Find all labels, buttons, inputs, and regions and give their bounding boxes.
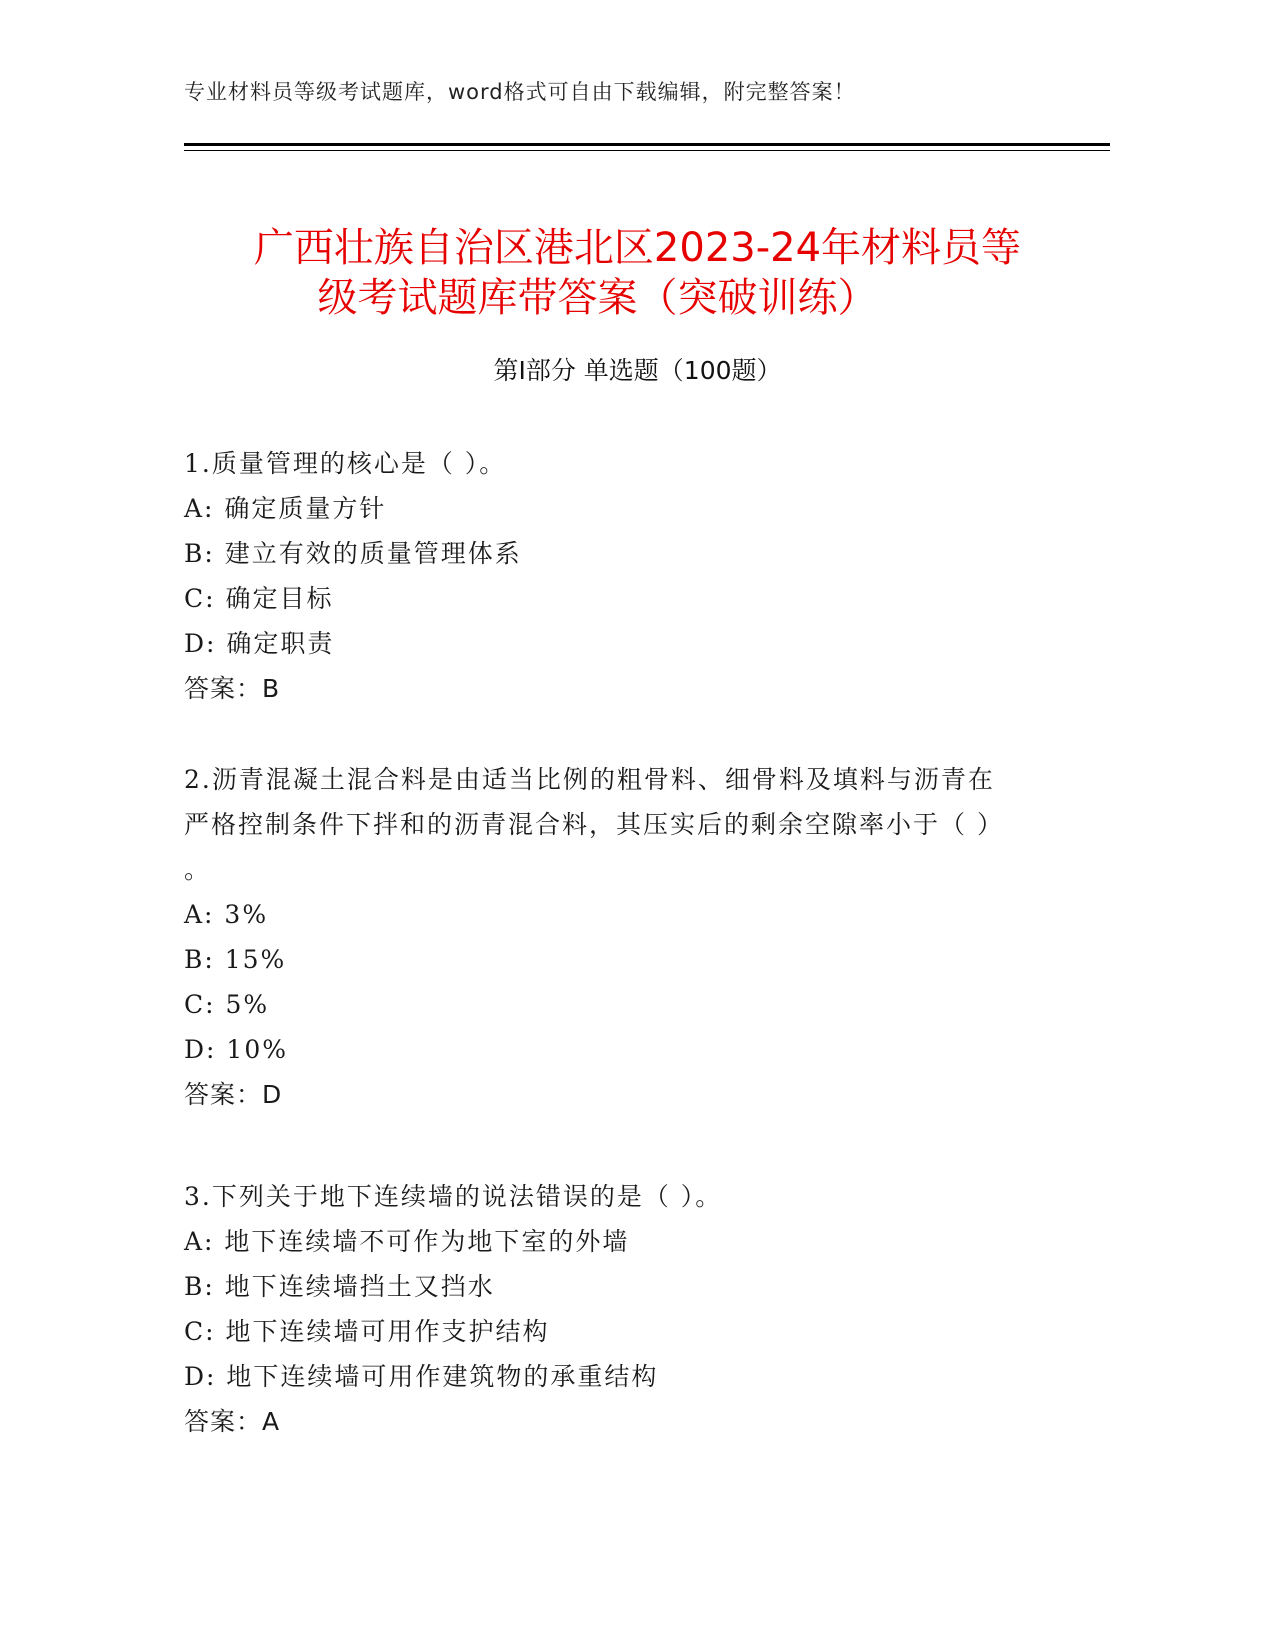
answer: 答案：D bbox=[184, 1080, 283, 1109]
question-1 bbox=[184, 441, 1064, 711]
answer: 答案：B bbox=[184, 674, 281, 703]
option-d: D: 10% bbox=[184, 1035, 288, 1064]
option-c: C: 地下连续墙可用作支护结构 bbox=[184, 1317, 550, 1346]
document-title bbox=[150, 223, 1125, 323]
title-line-1: 广西壮族自治区港北区2023-24年材料员等 bbox=[253, 224, 1022, 271]
header-note: 专业材料员等级考试题库，word格式可自由下载编辑，附完整答案！ bbox=[184, 80, 856, 104]
question-stem: 1.质量管理的核心是（ ）。 bbox=[184, 449, 507, 478]
option-b: B: 15% bbox=[184, 945, 287, 974]
question-stem-line-1: 2.沥青混凝土混合料是由适当比例的粗骨料、细骨料及填料与沥青在 bbox=[184, 765, 995, 794]
question-2 bbox=[184, 757, 1064, 1117]
option-c: C: 5% bbox=[184, 990, 270, 1019]
answer: 答案：A bbox=[184, 1407, 281, 1436]
option-c: C: 确定目标 bbox=[184, 584, 334, 613]
option-b: B: 建立有效的质量管理体系 bbox=[184, 539, 522, 568]
option-d: D: 确定职责 bbox=[184, 629, 335, 658]
question-stem-line-2: 严格控制条件下拌和的沥青混合料，其压实后的剩余空隙率小于（ ） bbox=[184, 810, 1004, 839]
option-a: A: 3% bbox=[184, 900, 269, 929]
option-d: D: 地下连续墙可用作建筑物的承重结构 bbox=[184, 1362, 659, 1391]
title-line-2: 级考试题库带答案（突破训练） bbox=[317, 274, 878, 321]
question-stem-line-3: 。 bbox=[184, 855, 212, 884]
section-heading: 第I部分 单选题（100题） bbox=[493, 356, 782, 385]
question-3 bbox=[184, 1174, 1064, 1444]
option-a: A: 确定质量方针 bbox=[184, 494, 387, 523]
option-a: A: 地下连续墙不可作为地下室的外墙 bbox=[184, 1227, 630, 1256]
header-rule-thick bbox=[184, 143, 1110, 146]
header-rule-thin bbox=[184, 150, 1110, 151]
question-stem: 3.下列关于地下连续墙的说法错误的是（ ）。 bbox=[184, 1182, 723, 1211]
option-b: B: 地下连续墙挡土又挡水 bbox=[184, 1272, 495, 1301]
